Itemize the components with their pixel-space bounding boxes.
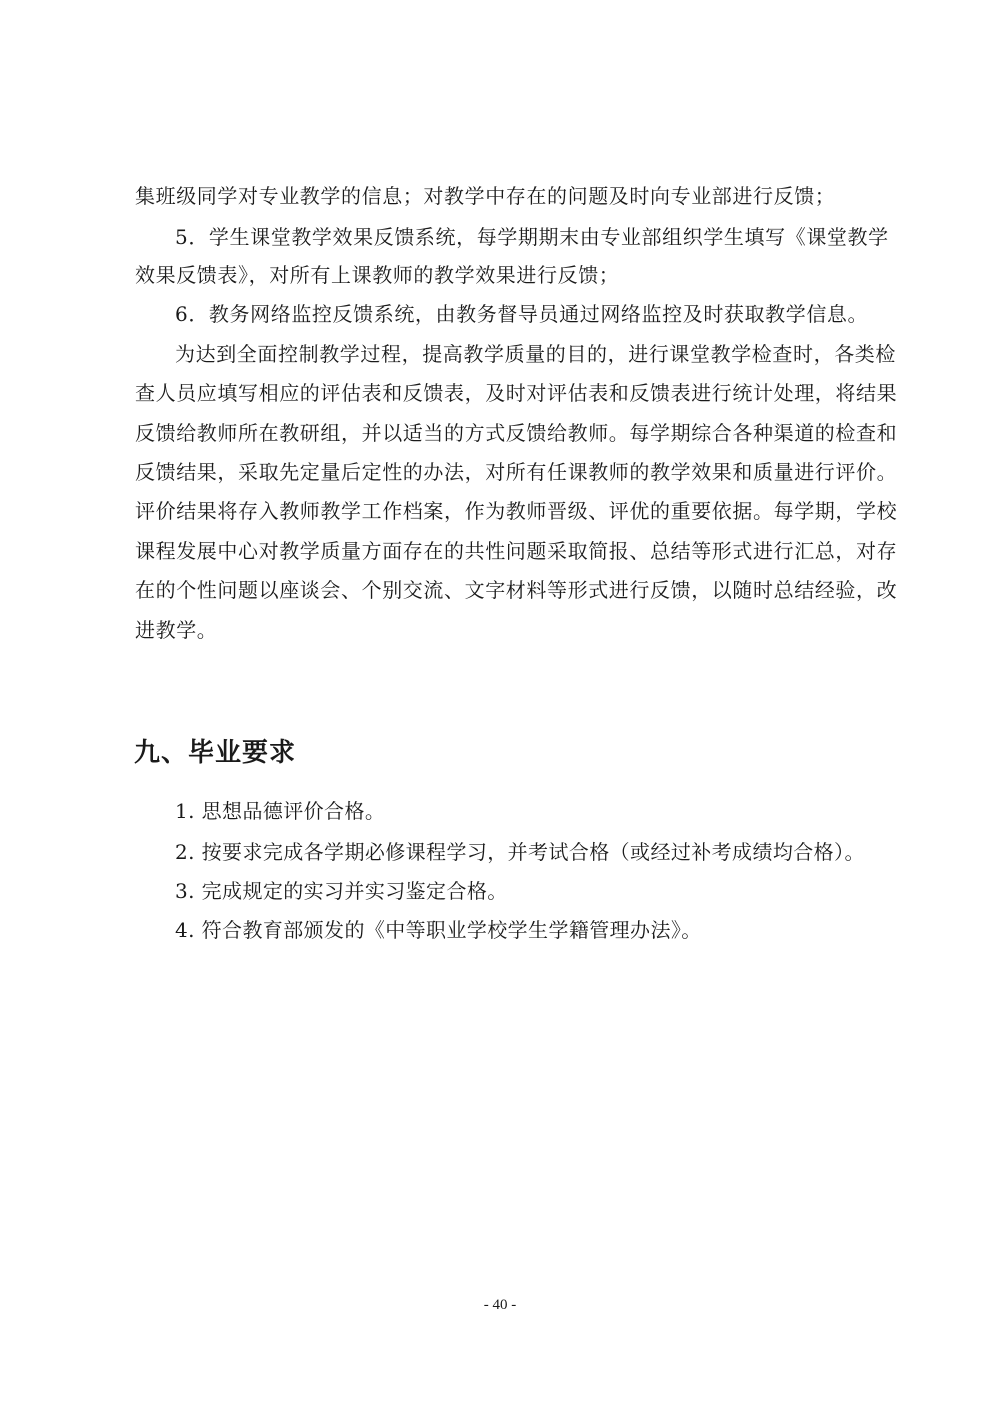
paragraph-line: 进教学。 — [135, 618, 218, 642]
section-heading: 九、毕业要求 — [134, 738, 297, 768]
paragraph-line: 课程发展中心对教学质量方面存在的共性问题采取简报、总结等形式进行汇总，对存 — [135, 539, 898, 563]
paragraph-line: 查人员应填写相应的评估表和反馈表，及时对评估表和反馈表进行统计处理，将结果 — [135, 381, 898, 405]
paragraph-line: 效果反馈表》，对所有上课教师的教学效果进行反馈； — [135, 263, 620, 287]
paragraph-line: 评价结果将存入教师教学工作档案，作为教师晋级、评优的重要依据。每学期，学校 — [135, 499, 898, 523]
paragraph-line: 为达到全面控制教学过程，提高教学质量的目的，进行课堂教学检查时，各类检 — [175, 342, 896, 366]
page-number: - 40 - — [483, 1297, 517, 1313]
paragraph-line: 6．教务网络监控反馈系统，由教务督导员通过网络监控及时获取教学信息。 — [175, 302, 869, 326]
paragraph-line: 在的个性问题以座谈会、个别交流、文字材料等形式进行反馈，以随时总结经验，改 — [135, 578, 898, 602]
paragraph-line: 反馈给教师所在教研组，并以适当的方式反馈给教师。每学期综合各种渠道的检查和 — [135, 421, 898, 445]
paragraph-line: 5．学生课堂教学效果反馈系统，每学期期末由专业部组织学生填写《课堂教学 — [175, 225, 889, 249]
requirement-item: 4. 符合教育部颁发的《中等职业学校学生学籍管理办法》。 — [175, 918, 702, 942]
requirement-item: 3. 完成规定的实习并实习鉴定合格。 — [175, 879, 508, 903]
requirement-item: 1. 思想品德评价合格。 — [175, 799, 386, 823]
paragraph-line: 反馈结果，采取先定量后定性的办法，对所有任课教师的教学效果和质量进行评价。 — [135, 460, 898, 484]
paragraph-line: 集班级同学对专业教学的信息；对教学中存在的问题及时向专业部进行反馈； — [135, 184, 836, 208]
requirement-item: 2. 按要求完成各学期必修课程学习，并考试合格（或经过补考成绩均合格）。 — [175, 840, 865, 864]
